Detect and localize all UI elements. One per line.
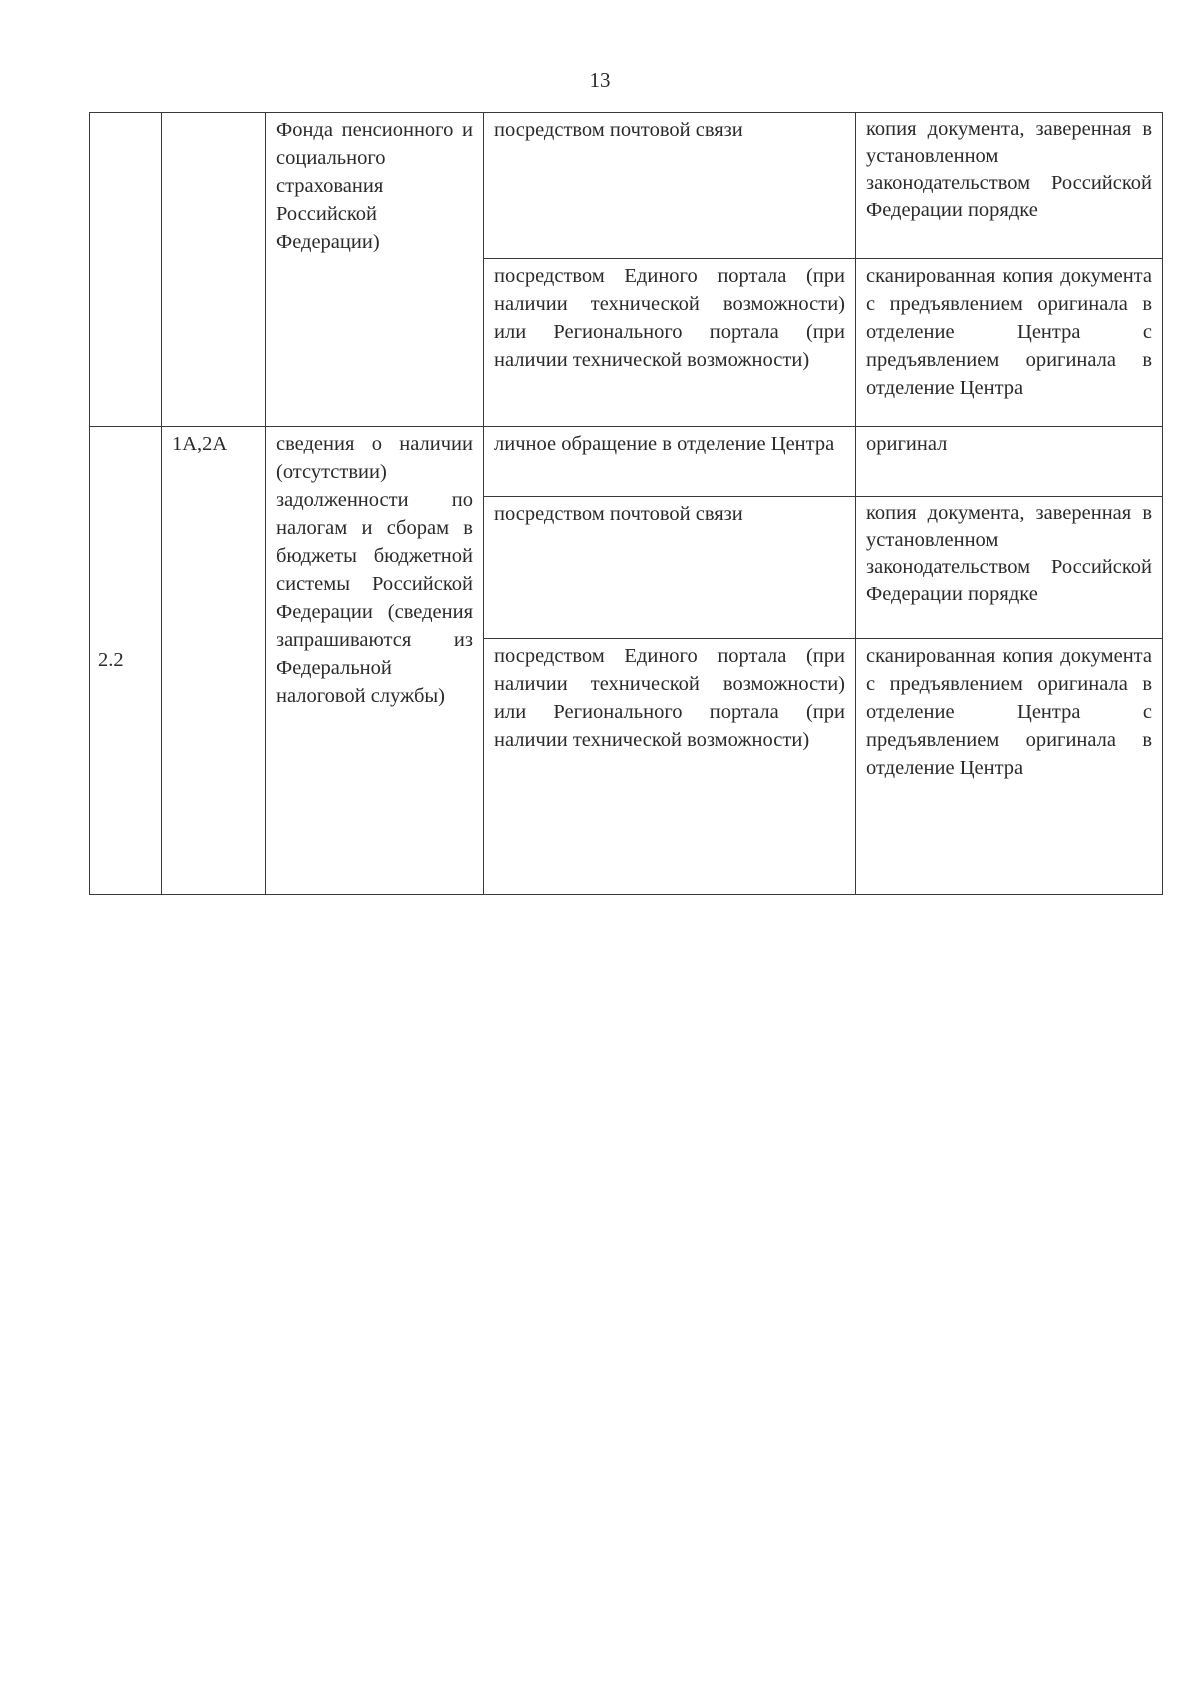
documents-table (89, 112, 1163, 895)
row-number-cell: 2.2 (90, 427, 162, 895)
document-form-cell: сканированная копия документа с предъявлением оригинала в отделение Центра с предъявлением оригинала в отделение Центра (856, 259, 1163, 427)
submission-method-cell: личное обращение в отделение Центра (484, 427, 856, 497)
submission-method-cell: посредством Единого портала (при наличии технической возможности) или Регионального портала (при наличии технической возможности) (484, 259, 856, 427)
document-form-cell: копия документа, заверенная в установленном законодательством Российской Федерации порядке (856, 113, 1163, 259)
document-name-cell: сведения о наличии (отсутствии) задолженности по налогам и сборам в бюджеты бюджетной системы Российской Федерации (сведения запрашиваются из Федеральной налоговой службы) (266, 427, 484, 895)
applicant-category-cell (162, 113, 266, 427)
submission-method-cell: посредством Единого портала (при наличии технической возможности) или Регионального портала (при наличии технической возможности) (484, 639, 856, 895)
submission-method-cell: посредством почтовой связи (484, 497, 856, 639)
page-number: 13 (589, 68, 611, 92)
document-form-cell: оригинал (856, 427, 1163, 497)
document-form-cell: копия документа, заверенная в установленном законодательством Российской Федерации порядке (856, 497, 1163, 639)
row-number-cell (90, 113, 162, 427)
table-row (90, 427, 1163, 497)
applicant-category-cell: 1А,2А (162, 427, 266, 895)
table-row (90, 113, 1163, 259)
document-name-cell: Фонда пенсионного и социального страхования Российской Федерации) (266, 113, 484, 427)
document-form-cell: сканированная копия документа с предъявлением оригинала в отделение Центра с предъявлением оригинала в отделение Центра (856, 639, 1163, 895)
submission-method-cell: посредством почтовой связи (484, 113, 856, 259)
